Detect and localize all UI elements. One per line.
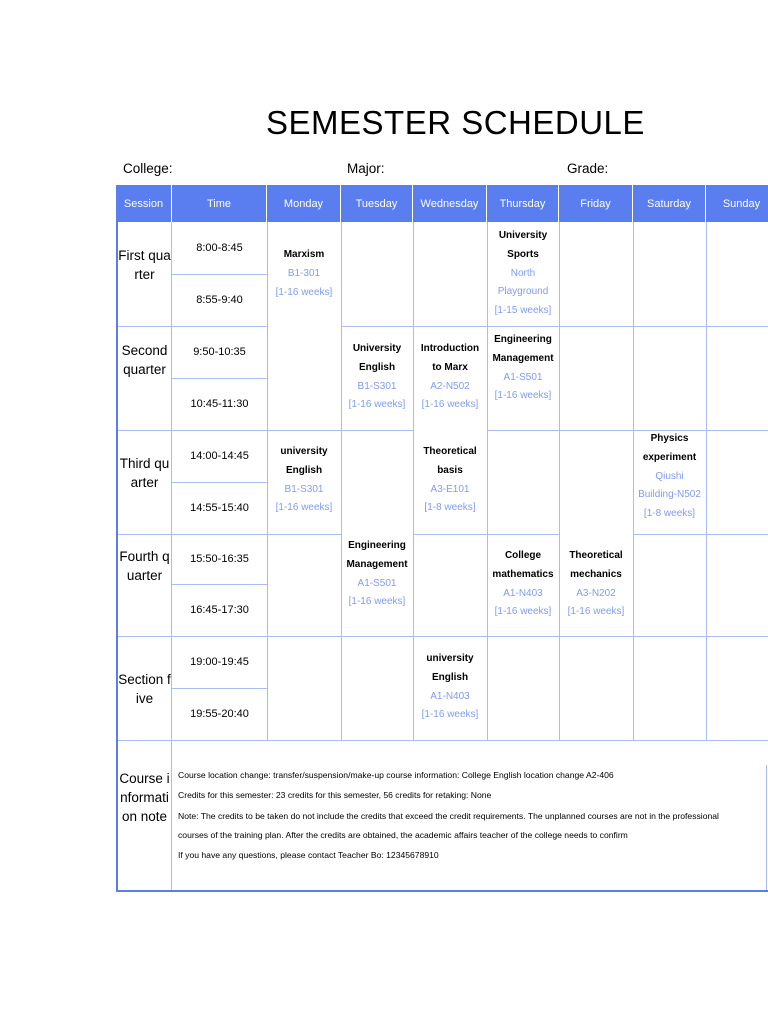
grid-line <box>487 430 559 431</box>
course-weeks: [1-16 weeks] <box>275 502 333 514</box>
course-location: A1-N403 <box>503 587 543 599</box>
header-wednesday: Wednesday <box>413 185 487 222</box>
grid-line <box>706 430 768 431</box>
college-label: College: <box>123 161 173 176</box>
session-second: Second quarter <box>121 343 168 377</box>
header-sunday: Sunday <box>706 185 768 222</box>
grid-line <box>413 326 487 327</box>
grid-line <box>706 534 768 535</box>
course-location: A3-E101 <box>430 483 470 495</box>
course-cell-wednesday-3[interactable] <box>415 443 485 518</box>
table-bottom-border <box>116 890 768 892</box>
note-line: courses of the training plan. After the credits are obtained, the academic affairs teacher of the college needs to confirm <box>178 830 628 840</box>
course-cell-monday-3[interactable] <box>269 443 339 518</box>
grid-line <box>487 534 559 535</box>
course-name: University English <box>352 343 402 373</box>
course-name: Theoretical basis <box>423 446 477 476</box>
session-fourth: Fourth quarter <box>119 549 170 583</box>
grid-line <box>267 222 268 740</box>
course-weeks: [1-15 weeks] <box>494 305 552 317</box>
session-fifth: Section five <box>118 672 171 706</box>
course-name: College mathematics <box>492 550 554 580</box>
grid-line <box>487 326 559 327</box>
grid-line <box>118 430 172 431</box>
course-name: university English <box>426 653 474 683</box>
course-name: university English <box>280 446 328 476</box>
course-cell-wednesday-5[interactable] <box>415 650 485 725</box>
time-cell: 9:50-10:35 <box>193 346 246 358</box>
course-cell-saturday-3[interactable] <box>635 430 704 532</box>
grid-line <box>706 222 707 740</box>
grid-line <box>633 534 706 535</box>
time-cell: 8:00-8:45 <box>196 242 243 254</box>
course-weeks: [1-16 weeks] <box>348 399 406 411</box>
course-location: B1-S301 <box>357 380 397 392</box>
note-line: If you have any questions, please contact Teacher Bo: 12345678910 <box>178 850 439 860</box>
course-location: North Playground <box>497 267 549 298</box>
course-cell-thursday-2[interactable] <box>489 331 557 406</box>
course-name: Engineering Management <box>492 334 554 364</box>
session-first: First quarter <box>118 248 171 282</box>
course-cell-wednesday-2[interactable] <box>415 340 485 415</box>
course-name: Theoretical mechanics <box>569 550 623 580</box>
grid-line <box>413 222 414 740</box>
grid-line <box>341 326 413 327</box>
grid-line <box>559 326 633 327</box>
time-cell: 14:00-14:45 <box>190 450 249 462</box>
grid-line <box>118 326 172 327</box>
grid-line <box>633 222 634 740</box>
header-monday: Monday <box>267 185 341 222</box>
course-name: Introduction to Marx <box>420 343 480 373</box>
session-third: Third quarter <box>119 456 170 490</box>
grid-line <box>118 636 172 637</box>
time-cell: 8:55-9:40 <box>196 294 243 306</box>
course-location: B1-S301 <box>284 483 324 495</box>
header-tuesday: Tuesday <box>341 185 413 222</box>
grid-line <box>487 636 559 637</box>
note-line: Course location change: transfer/suspension/make-up course information: College English location change A2-406 <box>178 770 614 780</box>
course-weeks: [1-16 weeks] <box>275 286 333 298</box>
grid-line <box>633 326 706 327</box>
grid-line <box>267 534 341 535</box>
course-location: A2-N502 <box>430 380 470 392</box>
grid-line <box>706 326 768 327</box>
grid-line <box>118 740 768 741</box>
grid-line <box>633 636 706 637</box>
course-name: Physics experiment <box>642 433 697 463</box>
grid-line <box>341 430 413 431</box>
grid-line <box>341 222 342 740</box>
grid-line <box>559 636 633 637</box>
course-weeks: [1-16 weeks] <box>348 596 406 608</box>
course-name: University Sports <box>498 230 548 260</box>
course-weeks: [1-16 weeks] <box>421 709 479 721</box>
course-cell-tuesday-4[interactable] <box>343 537 411 612</box>
grid-line <box>413 636 487 637</box>
note-line: Credits for this semester: 23 credits for this semester, 56 credits for retaking: None <box>178 790 492 800</box>
course-weeks: [1-16 weeks] <box>494 390 552 402</box>
grid-line <box>341 636 413 637</box>
time-cell: 10:45-11:30 <box>190 398 249 410</box>
grade-label: Grade: <box>567 161 609 176</box>
course-location: A1-S501 <box>357 577 397 589</box>
grid-line <box>118 534 172 535</box>
grid-line <box>559 430 633 431</box>
grid-line <box>559 222 560 740</box>
course-cell-thursday-1[interactable] <box>489 227 557 321</box>
time-cell: 16:45-17:30 <box>190 604 249 616</box>
course-cell-monday-1[interactable] <box>269 246 339 302</box>
course-location: A1-N403 <box>430 690 470 702</box>
session-notes: Course information note <box>119 771 170 824</box>
note-line: Note: The credits to be taken do not include the credits that exceed the credit requirements. The unplanned courses are not in the professional <box>178 811 719 821</box>
course-location: B1-301 <box>287 267 321 279</box>
header-friday: Friday <box>559 185 633 222</box>
header-saturday: Saturday <box>633 185 706 222</box>
time-cell: 19:55-20:40 <box>190 708 249 720</box>
course-weeks: [1-16 weeks] <box>494 606 552 618</box>
grid-line <box>267 636 341 637</box>
course-cell-friday-4[interactable] <box>561 547 631 622</box>
time-cell: 15:50-16:35 <box>190 553 249 565</box>
course-location: A1-S501 <box>503 371 543 383</box>
course-weeks: [1-8 weeks] <box>643 508 696 520</box>
grid-line <box>267 430 341 431</box>
grid-line <box>706 636 768 637</box>
header-session: Session <box>116 185 172 222</box>
course-name: Marxism <box>283 249 325 260</box>
major-label: Major: <box>347 161 385 176</box>
course-weeks: [1-8 weeks] <box>424 502 476 514</box>
grid-line <box>487 222 488 740</box>
course-location: Qiushi Building-N502 <box>638 470 701 501</box>
time-cell: 14:55-15:40 <box>190 502 249 514</box>
grid-line <box>413 534 487 535</box>
header-time: Time <box>172 185 267 222</box>
course-name: Engineering Management <box>346 540 408 570</box>
course-cell-tuesday-2[interactable] <box>343 340 411 415</box>
grid-line <box>766 765 767 890</box>
course-weeks: [1-16 weeks] <box>567 606 625 618</box>
course-weeks: [1-16 weeks] <box>421 399 479 411</box>
header-thursday: Thursday <box>487 185 559 222</box>
page-title: SEMESTER SCHEDULE <box>266 104 645 141</box>
course-cell-thursday-4[interactable] <box>489 547 557 622</box>
time-cell: 19:00-19:45 <box>190 656 249 668</box>
course-location: A3-N202 <box>576 587 616 599</box>
